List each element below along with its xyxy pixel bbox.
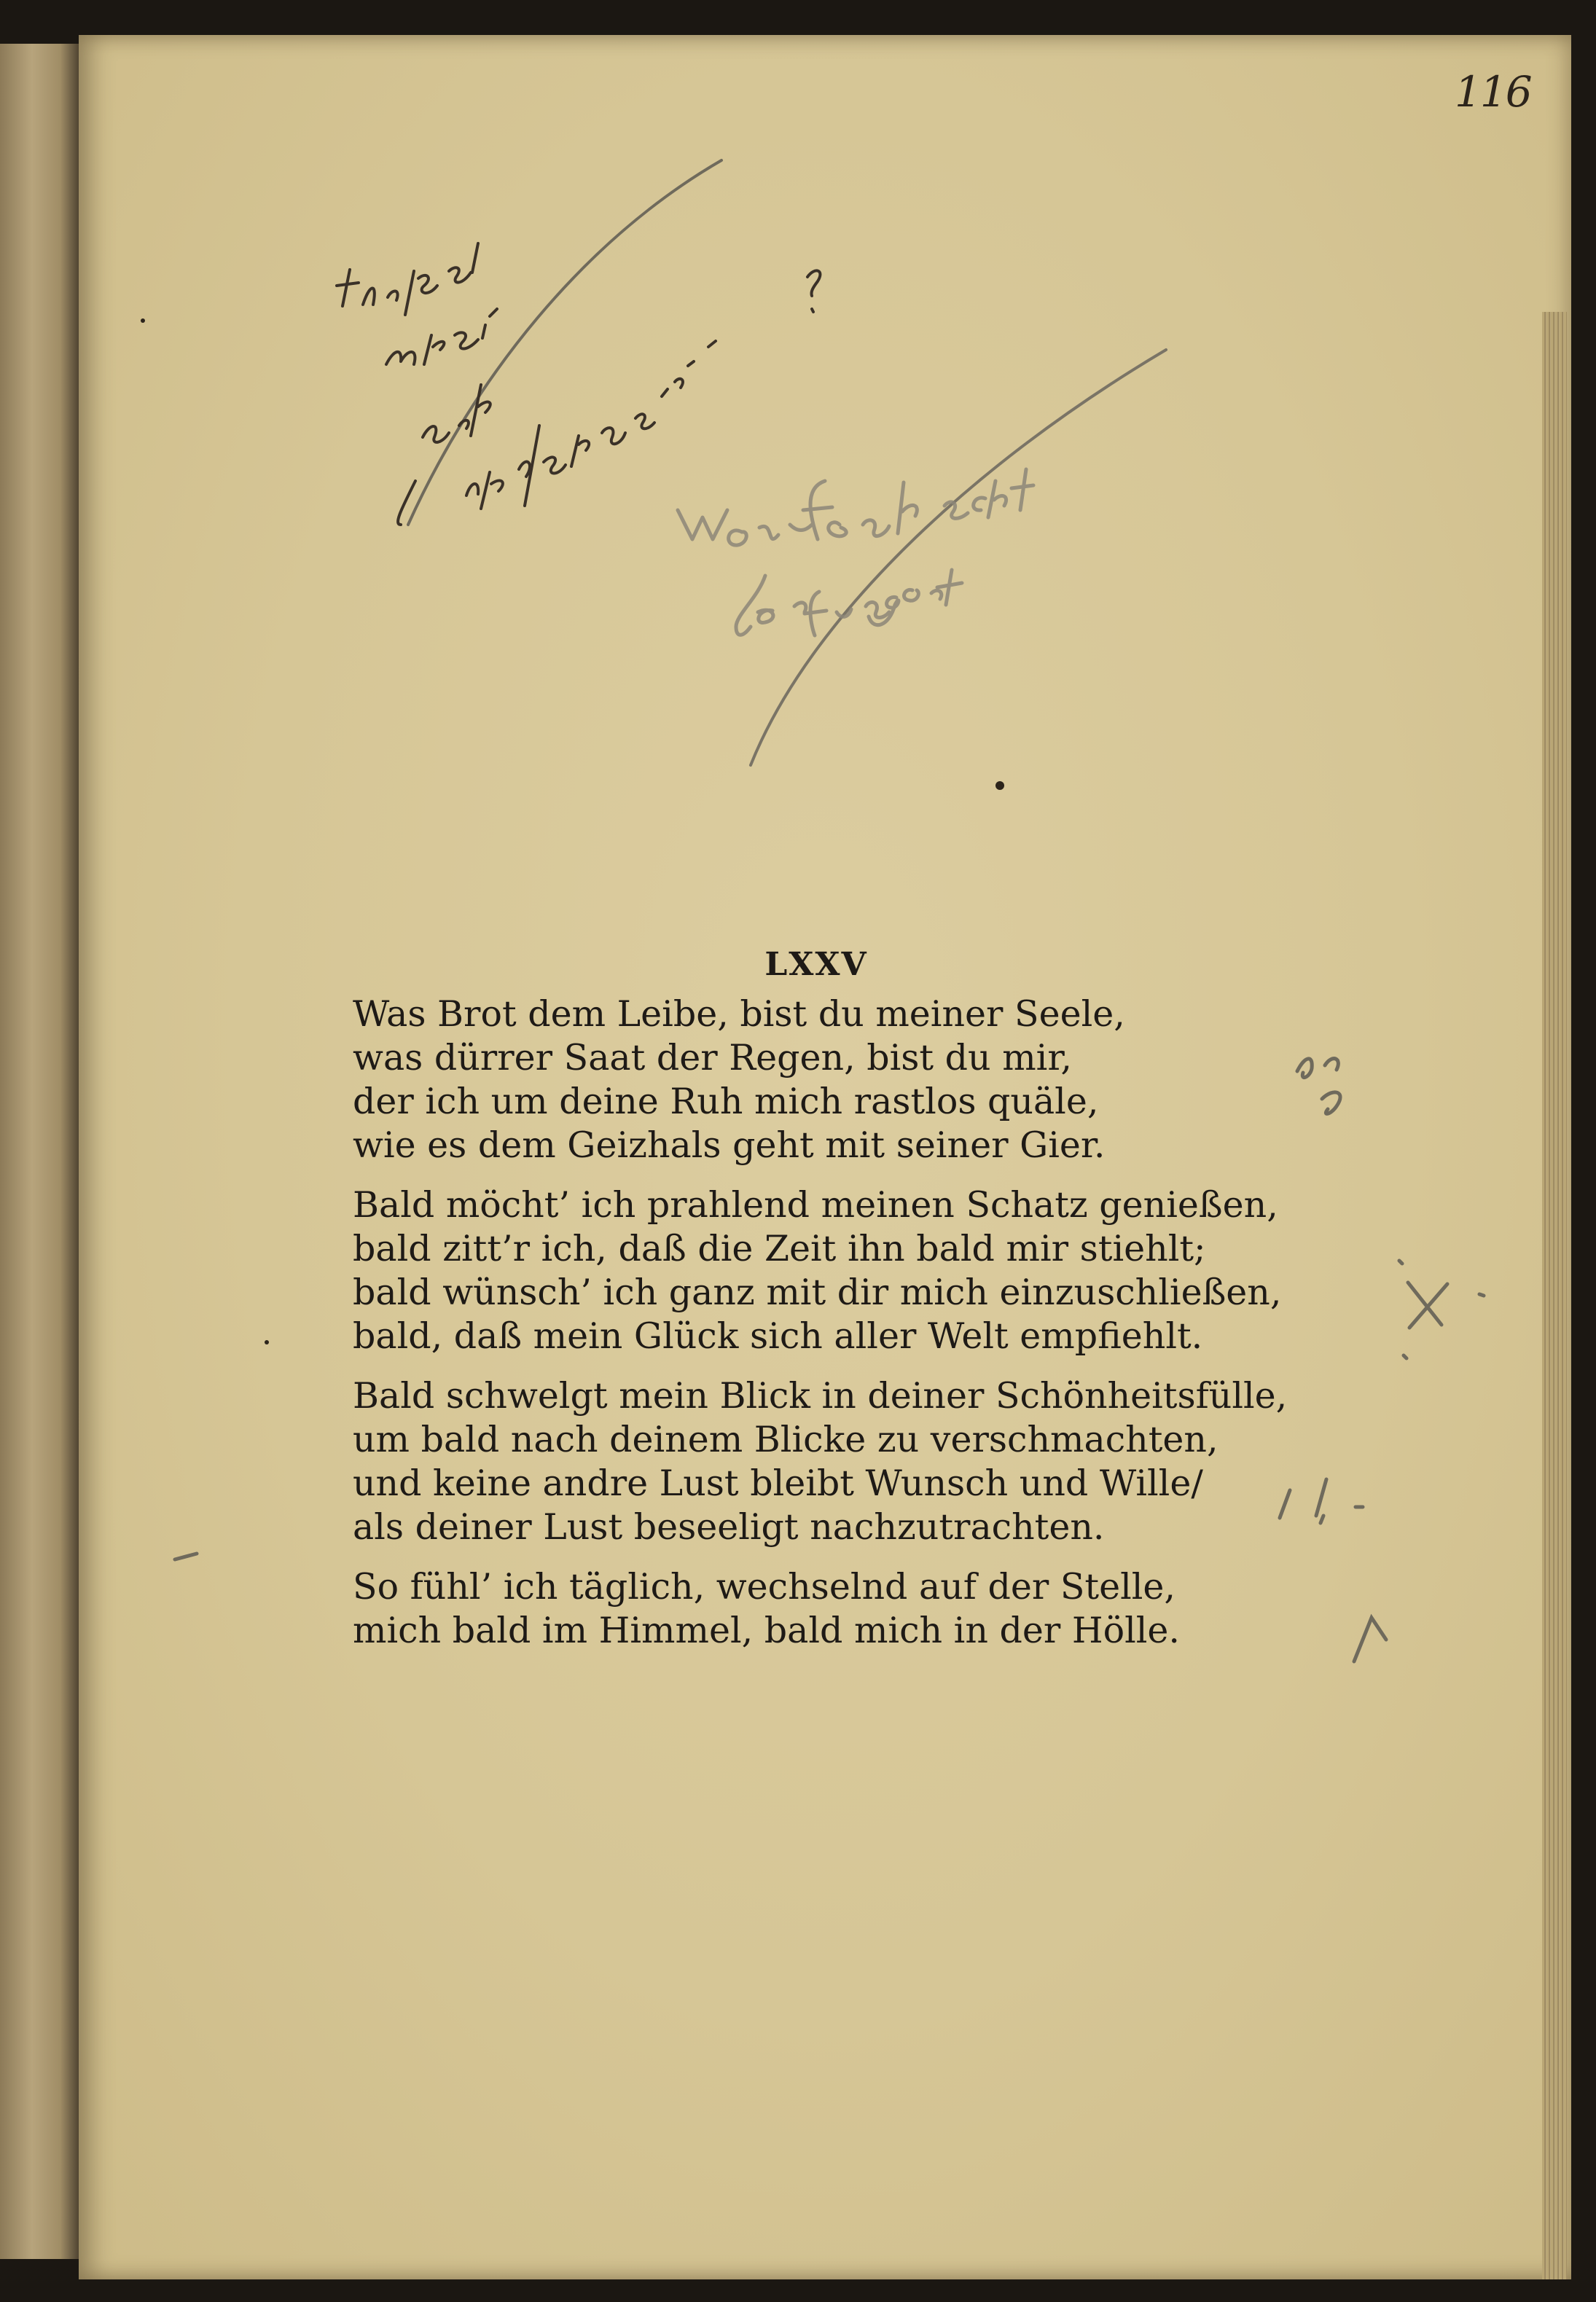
poem-line: der ich um deine Ruh mich rastlos quäle, bbox=[353, 1081, 1099, 1122]
poem-line: Bald schwelgt mein Blick in deiner Schönheitsfülle, bbox=[353, 1375, 1288, 1417]
margin-dot-right bbox=[1479, 1294, 1484, 1296]
poem-line: Bald möcht’ ich prahlend meinen Schatz genießen, bbox=[353, 1184, 1278, 1226]
ink-dot bbox=[141, 318, 145, 323]
poem-line: bald wünsch’ ich ganz mit dir mich einzuschließen, bbox=[353, 1272, 1282, 1313]
poem-body bbox=[353, 993, 1417, 1669]
poem-line: was dürrer Saat der Regen, bist du mir, bbox=[353, 1037, 1072, 1078]
poem-line: und keine andre Lust bleibt Wunsch und Wille/ bbox=[353, 1463, 1203, 1504]
pencil-note-scribble bbox=[678, 469, 1033, 635]
poem-line: um bald nach deinem Blicke zu verschmachten, bbox=[353, 1419, 1218, 1460]
poem-line: mich bald im Himmel, bald mich in der Hölle. bbox=[353, 1610, 1180, 1651]
poem-title: LXXV bbox=[764, 946, 868, 983]
ink-note-scribbles bbox=[337, 243, 820, 525]
stanza-3 bbox=[353, 1374, 1417, 1549]
ink-dot bbox=[265, 1340, 269, 1344]
margin-dash-left bbox=[175, 1554, 197, 1559]
stanza-1 bbox=[353, 993, 1417, 1167]
pencil-diagonal-stroke-1 bbox=[408, 160, 721, 525]
ink-dot bbox=[995, 781, 1004, 790]
poem-line: So fühl’ ich täglich, wechselnd auf der Stelle, bbox=[353, 1566, 1176, 1608]
poem-line: bald, daß mein Glück sich aller Welt empfiehlt. bbox=[353, 1315, 1203, 1357]
pencil-diagonal-stroke-2 bbox=[751, 350, 1166, 765]
poem-line: als deiner Lust beseeligt nachzutrachten. bbox=[353, 1506, 1105, 1548]
poem-line: Was Brot dem Leibe, bist du meiner Seele, bbox=[353, 993, 1125, 1035]
handwritten-page-number: 116 bbox=[1455, 67, 1531, 117]
stanza-4 bbox=[353, 1565, 1417, 1653]
stanza-2 bbox=[353, 1183, 1417, 1358]
poem-line: wie es dem Geizhals geht mit seiner Gier. bbox=[353, 1124, 1106, 1166]
poem-line: bald zitt’r ich, daß die Zeit ihn bald mir stiehlt; bbox=[353, 1228, 1206, 1269]
